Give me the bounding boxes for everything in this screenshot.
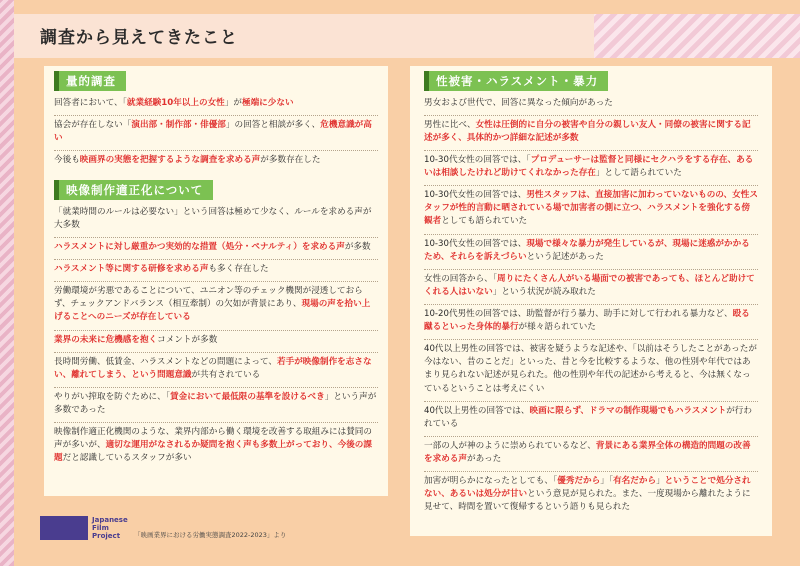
highlight-text: 優秀だから — [557, 476, 601, 486]
finding-item — [54, 97, 378, 110]
logo-line: Project — [92, 532, 121, 540]
body-text: 10-30代女性の回答では、 — [424, 190, 527, 200]
item-divider — [424, 436, 758, 437]
finding-item — [424, 154, 758, 180]
body-text: 男女および世代で、回答に異なった傾向があった — [424, 98, 613, 108]
highlight-text: 映画界の実態を把握するような調査を求める声 — [79, 155, 261, 165]
item-divider — [54, 422, 378, 423]
highlight-text: 現場で様々な暴力が発生しているが、現場に迷惑がかかるため、それらを訴えづらい — [424, 239, 750, 263]
finding-item — [54, 285, 378, 325]
body-text: 映像制作適正化機関のような、業界内部から働く環境を改善する取組みには賛同の声が多いが、 — [54, 427, 372, 451]
finding-item — [54, 241, 378, 254]
highlight-text: 就業経験10年以上の女性 — [126, 98, 225, 108]
item-divider — [424, 185, 758, 186]
highlight-text: 業界の未来に危機感を抱く — [54, 335, 158, 345]
finding-item — [424, 97, 758, 110]
body-text: が様々語られていた — [518, 322, 596, 333]
finding-item — [424, 440, 758, 466]
highlight-text: プロデューサーは監督と同様にセクハラをする存在、あるいは相談したけれど助けてくれなかった存在 — [424, 155, 754, 179]
body-text: としても語られていた — [441, 216, 528, 227]
finding-item — [54, 391, 378, 417]
left-stripe-decoration — [0, 0, 14, 566]
body-text: だと認識しているスタッフが多い — [62, 453, 192, 464]
item-divider — [424, 339, 758, 340]
highlight-text: ハラスメントに対し厳重かつ実効的な措置（処分・ペナルティ）を求める声 — [54, 242, 345, 252]
body-text: 今後も — [54, 155, 80, 165]
highlight-text: ハラスメント等に関する研修を求める声 — [54, 264, 209, 274]
body-text: 「就業時間のルールは必要ない」という回答は極めて少なく、ルールを求める声が大多数 — [54, 207, 372, 231]
source-citation: 「映画業界における労働実態調査2022-2023」より — [134, 531, 287, 539]
japanese-film-project-logo — [40, 516, 88, 540]
finding-item — [54, 206, 378, 232]
header-banner — [14, 14, 800, 58]
section-title: 量的調査 — [54, 71, 126, 91]
highlight-text: 若手が映像制作を志さない、離れてしまう、という問題意識 — [54, 357, 372, 381]
item-divider — [54, 237, 378, 238]
item-divider — [54, 150, 378, 151]
logo-line: Japanese — [92, 516, 128, 524]
body-text: 」という状況が読み取れた — [492, 287, 596, 298]
body-text: が共有されている — [191, 370, 261, 381]
body-text: 協会が存在しない「 — [54, 120, 132, 130]
highlight-text: 映画に限らず、ドラマの制作現場でもハラスメント — [529, 406, 727, 416]
finding-item — [54, 119, 378, 145]
finding-item — [54, 334, 378, 347]
body-text: 労働環境が劣悪であることについて、ユニオン等のチェック機関が浸透しておらず、チェックアンドバランス（相互牽制）の欠如が背景にあり、 — [54, 286, 363, 310]
item-divider — [54, 115, 378, 116]
item-divider — [54, 259, 378, 260]
section-title: 性被害・ハラスメント・暴力 — [424, 71, 608, 91]
finding-item — [424, 475, 758, 515]
logo-line: Film — [92, 524, 109, 532]
highlight-text: 男性スタッフは、直接加害に加わっていないものの、女性スタッフが性的言動に晒されている場で加害者の側に立つ、ハラスメントを強化する傍観者 — [424, 190, 758, 227]
highlight-text: 有名だから — [613, 476, 657, 486]
finding-item — [424, 273, 758, 299]
body-text: 40代以上男性の回答では、被害を疑うような記述や、「以前はそうしたことがあったが今はない、昔のことだ」といった、昔と今を比較するような、他の性別や年代ではあまり見られない記述が見られた。他の性別や年代の記述から考えると、今は無くなっているということは考えにくい — [424, 344, 757, 394]
finding-item — [424, 308, 758, 334]
highlight-text: 周りにたくさん人がいる場面での被害であっても、ほとんど助けてくれる人はいない — [424, 274, 755, 298]
body-text: という記述があった — [526, 252, 604, 263]
body-text: 女性の回答から、「 — [424, 274, 498, 284]
body-text: コメントが多数 — [157, 335, 218, 345]
body-text: が多数存在した — [260, 155, 321, 165]
highlight-text: 殴る蹴るといった身体的暴行 — [424, 309, 750, 333]
body-text: 10-30代女性の回答では、 — [424, 239, 527, 249]
body-text: 」 — [656, 476, 665, 486]
body-text: 」として語られていた — [595, 168, 682, 179]
section-title: 映像制作適正化について — [54, 180, 213, 200]
highlight-text: 演出部・制作部・俳優部 — [131, 120, 226, 130]
page-title: 調査から見えてきたこと — [40, 28, 238, 48]
finding-item — [424, 238, 758, 264]
item-divider — [424, 401, 758, 402]
item-divider — [54, 387, 378, 388]
item-divider — [424, 115, 758, 116]
item-divider — [424, 269, 758, 270]
body-text: 長時間労働、低賃金、ハラスメントなどの問題によって、 — [54, 357, 278, 367]
item-divider — [424, 234, 758, 235]
body-text: 10-20代男性の回答では、助監督が行う暴力、助手に対して行われる暴力など、 — [424, 309, 733, 319]
body-text: という意見が見られた。また、一度現場から離れたように見せて、時間を置いて復帰するという語りも見られた — [424, 489, 751, 513]
body-text: が行われている — [424, 406, 752, 430]
body-text: 40代以上男性の回答では、 — [424, 406, 530, 416]
highlight-text: 危機意識が高い — [54, 120, 372, 144]
item-divider — [54, 330, 378, 331]
body-text: 男性に比べ、 — [424, 120, 476, 130]
body-text: 」「 — [600, 476, 614, 486]
item-divider — [54, 281, 378, 282]
body-text: が多数 — [344, 242, 371, 252]
body-text: 10-30代女性の回答では、「 — [424, 155, 531, 165]
highlight-text: 現場の声を拾い上げることへのニーズが存在している — [54, 299, 371, 323]
item-divider — [424, 471, 758, 472]
finding-item — [54, 356, 378, 382]
finding-item — [54, 426, 378, 466]
body-text: も多く存在した — [208, 264, 269, 274]
body-text: やりがい搾取を防ぐために、「 — [54, 392, 171, 402]
body-text: 」が — [224, 98, 242, 108]
body-text: 一部の人が神のように崇められているなど、 — [424, 441, 596, 451]
finding-item — [54, 263, 378, 276]
item-divider — [424, 150, 758, 151]
logo-text — [92, 516, 128, 540]
finding-item — [424, 343, 758, 396]
highlight-text: 女性は圧倒的に自分の被害や自分の親しい友人・同僚の被害に関する記述が多く、具体的かつ詳細な記述が多数 — [424, 120, 751, 144]
body-text: 」の回答と相談が多く、 — [225, 120, 321, 130]
item-divider — [424, 304, 758, 305]
body-text: 」という声が多数であった — [54, 392, 377, 416]
highlight-text: 背景にある業界全体の構造的問題の改善を求める声 — [424, 441, 751, 465]
finding-item — [424, 405, 758, 431]
highlight-text: 賃金において最低限の基準を設けるべき — [170, 392, 325, 402]
finding-item — [54, 154, 378, 167]
highlight-text: ということで処分されない、あるいは処分が甘い — [424, 476, 751, 500]
highlight-text: 適切な運用がなされるか疑問を抱く声も多数上がっており、今後の課題 — [54, 440, 372, 464]
body-text: 加害が明らかになったとしても、「 — [424, 476, 558, 486]
highlight-text: 極端に少ない — [241, 98, 294, 108]
item-divider — [54, 352, 378, 353]
body-text: があった — [466, 454, 502, 465]
body-text: 回答者において、「 — [54, 98, 127, 108]
finding-item — [424, 189, 758, 229]
finding-item — [424, 119, 758, 145]
